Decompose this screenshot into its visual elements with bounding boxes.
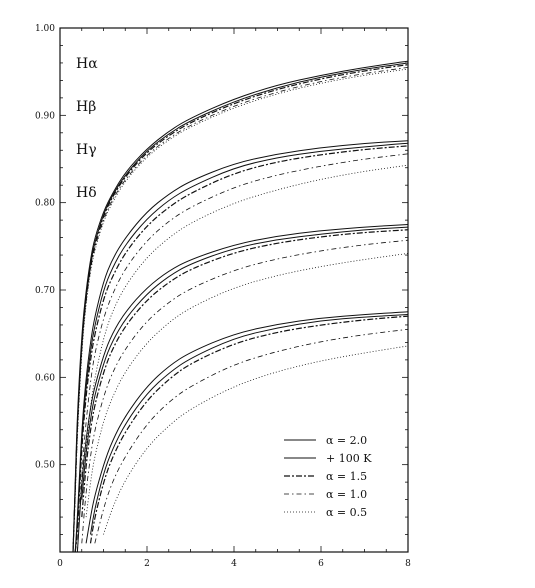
x-tick-label: 4 xyxy=(231,559,237,569)
series-line-3-1 xyxy=(77,225,408,553)
legend-label-2: + 100 K xyxy=(326,452,372,465)
line-label-3: Hγ xyxy=(76,142,97,158)
legend-label-1: α = 2.0 xyxy=(326,434,368,447)
line-label-2: Hβ xyxy=(76,99,97,115)
y-tick-label: 0.90 xyxy=(34,111,55,122)
x-tick-label: 8 xyxy=(405,559,411,569)
line-label-4: Hδ xyxy=(76,185,97,201)
x-tick-label: 6 xyxy=(318,559,324,569)
y-tick-label: 0.70 xyxy=(34,286,55,296)
series-line-2-5 xyxy=(82,165,408,500)
legend-label-5: α = 0.5 xyxy=(326,506,368,519)
line-label-1: Hα xyxy=(76,56,98,72)
y-tick-label: 0.50 xyxy=(34,460,55,471)
y-tick-label: 0.60 xyxy=(34,373,55,384)
legend-label-3: α = 1.5 xyxy=(326,470,368,483)
y-tick-label: 1.00 xyxy=(34,24,55,34)
legend-layer xyxy=(284,434,372,519)
series-line-4-2 xyxy=(91,315,409,535)
series-group-3 xyxy=(77,225,408,553)
y-tick-label: 0.80 xyxy=(34,198,55,209)
x-tick-label: 2 xyxy=(144,559,150,569)
x-tick-label: 0 xyxy=(57,559,63,569)
legend-label-4: α = 1.0 xyxy=(326,488,368,501)
